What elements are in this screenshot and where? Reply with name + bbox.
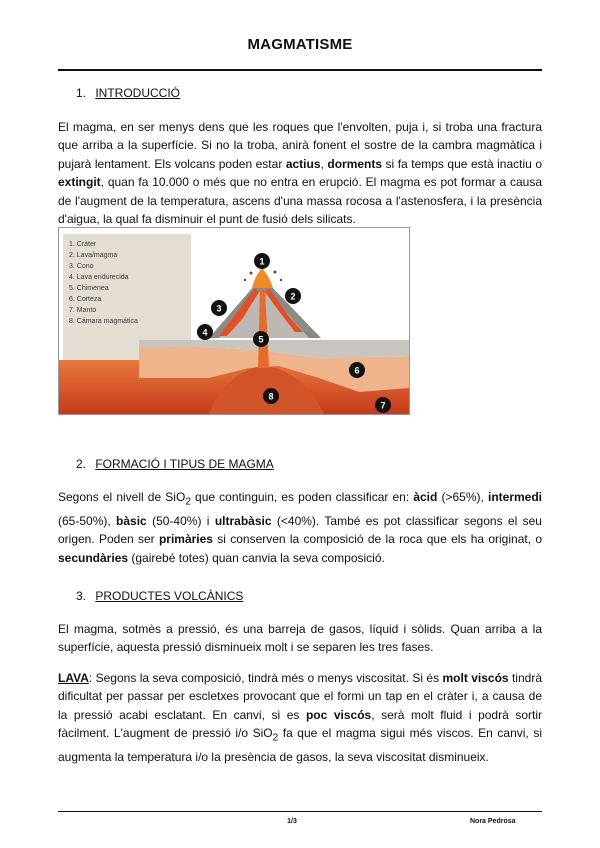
section-number: 1.: [76, 86, 87, 100]
legend-item: 5. Chimenea: [69, 285, 109, 292]
lava-term: LAVA: [58, 671, 89, 685]
marker-label: 7: [380, 400, 386, 411]
marker-label: 1: [259, 256, 265, 267]
header-rule: [58, 69, 542, 71]
volcano-diagram: [58, 227, 410, 415]
legend-item: 1. Cràter: [69, 241, 97, 248]
marker-label: 3: [216, 303, 222, 314]
marker-label: 8: [268, 391, 274, 402]
marker-label: 2: [290, 291, 296, 302]
section-label: INTRODUCCIÓ: [95, 86, 181, 100]
section-label: PRODUCTES VOLCÀNICS: [95, 589, 244, 603]
legend-item: 2. Lava/magma: [69, 252, 118, 259]
section-number: 3.: [76, 589, 87, 603]
section-heading-formacio: [76, 457, 274, 471]
marker-label: 6: [354, 365, 360, 376]
lava-paragraph: LAVA: Segons la seva composició, tindrà més o menys viscositat. Si és molt viscós tindrà dificultat per passar per escletxes provocant que el formi un tap en el cràter i, a causa de la pressió acabi esclatant. En canvi, si es poc viscós, serà molt fluid i podrà sortir fàcilment. L'augment de pressió i/o SiO$_2$ fa que el magma sigui més viscos. En canvi, si augmenta la temperatura i/o la presència de gasos, la seva viscositat disminueix.: [58, 671, 542, 765]
legend-item: 4. Lava endurecida: [69, 274, 129, 281]
section-heading-productes: [76, 589, 243, 603]
marker-label: 4: [202, 327, 208, 338]
legend-item: 8. Cámara magmática: [69, 318, 138, 325]
marker-label: 5: [258, 334, 264, 345]
section-heading-intro: [76, 86, 180, 100]
intro-paragraph: El magma, en ser menys dens que les roques que l'envolten, puja i, si troba una fractura que arriba a la superfície. Si no la troba, anirà fonent el sostre de la cambra magmàtica i pujarà lentament. Els volcans poden estar actius, dorments si fa temps que està inactiu o extingit, quan fa 10.000 o més que no entra en erupció. El magma es pot formar a causa de l'augment de la temperatura, ascens d'una massa rocosa a l'astenosfera, i la presència d'aigua, la qual fa disminuir el punt de fusió dels silicats.: [58, 120, 542, 227]
section-number: 2.: [76, 457, 87, 471]
legend-item: 3. Cono: [69, 263, 94, 270]
page-number: 1/3: [287, 818, 297, 825]
footer-rule: [58, 811, 542, 812]
section-label: FORMACIÓ I TIPUS DE MAGMA: [95, 457, 274, 471]
legend-item: 7. Manto: [69, 307, 97, 314]
productes-intro-paragraph: El magma, sotmès a pressió, és una barreja de gasos, líquid i sòlids. Quan arriba a la superfície, aquesta pressió disminueix molt i se separen les tres fases.: [58, 622, 542, 655]
author-name: Nora Pedrosa: [470, 818, 516, 825]
formacio-paragraph: Segons el nivell de SiO$_2$ que continguin, es poden classificar en: àcid (>65%), intermedi (65-50%), bàsic (50-40%) i ultrabàsic (<40%). També es pot classificar segons el seu origen. Poden ser primàries si conserven la composició de la roca que els ha originat, o secundàries (gairebé totes) quan canvia la seva composició.: [58, 490, 543, 565]
volcano-illustration: [59, 228, 409, 414]
page-title: MAGMATISME: [247, 36, 353, 53]
legend-item: 6. Corteza: [69, 296, 102, 303]
